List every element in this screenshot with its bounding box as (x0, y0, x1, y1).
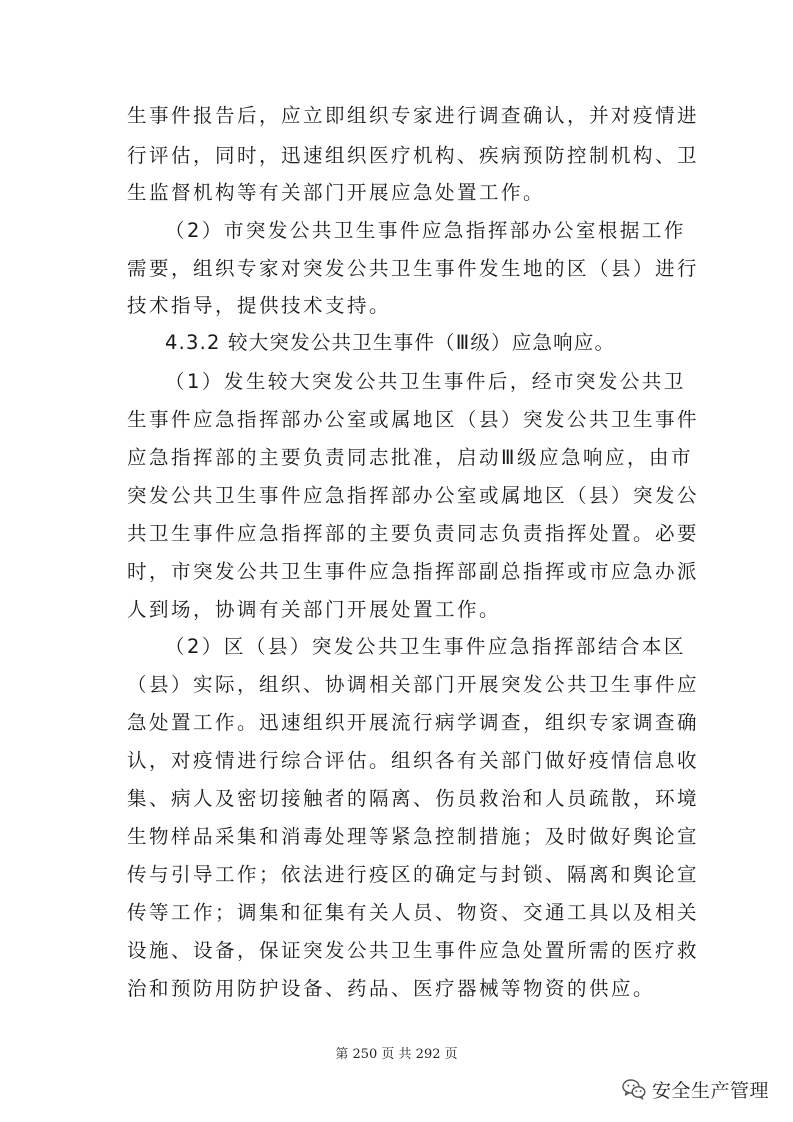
text-line-9: 生事件应急指挥部办公室或属地区（县）突发公共卫生事件 (127, 408, 700, 431)
text-line-13: 时，市突发公共卫生事件应急指挥部副总指挥或市应急办派 (127, 560, 700, 583)
text-line-5: 需要，组织专家对突发公共卫生事件发生地的区（县）进行 (127, 257, 700, 280)
text-line-18: 认，对疫情进行综合评估。组织各有关部门做好疫情信息收 (127, 749, 700, 772)
brand-name: 安全生产管理 (652, 1079, 770, 1102)
text-line-22: 传等工作；调集和征集有关人员、物资、交通工具以及相关 (127, 901, 700, 924)
text-line-16: （县）实际，组织、协调相关部门开展突发公共卫生事件应 (127, 673, 700, 696)
text-line-1: 生事件报告后，应立即组织专家进行调查确认，并对疫情进 (127, 104, 700, 127)
text-line-24: 治和预防用防护设备、药品、医疗器械等物资的供应。 (127, 977, 656, 1000)
text-line-10: 应急指挥部的主要负责同志批准，启动Ⅲ级应急响应，由市 (127, 446, 693, 469)
wechat-icon (622, 1078, 646, 1100)
text-line-14: 人到场，协调有关部门开展处置工作。 (127, 598, 502, 621)
text-line-19: 集、病人及密切接触者的隔离、伤员救治和人员疏散，环境 (127, 787, 700, 810)
text-line-8: （1）发生较大突发公共卫生事件后，经市突发公共卫 (165, 370, 686, 393)
brand-watermark (622, 1076, 769, 1102)
text-line-11: 突发公共卫生事件应急指挥部办公室或属地区（县）突发公 (127, 484, 700, 507)
text-line-21: 传与引导工作；依法进行疫区的确定与封锁、隔离和舆论宣 (127, 863, 700, 886)
text-line-17: 急处置工作。迅速组织开展流行病学调查，组织专家调查确 (127, 711, 700, 734)
text-line-15: （2）区（县）突发公共卫生事件应急指挥部结合本区 (165, 635, 686, 658)
page-number: 第 250 页 共 292 页 (335, 1047, 458, 1062)
section-heading: 4.3.2 较大突发公共卫生事件（Ⅲ级）应急响应。 (165, 331, 616, 354)
text-line-12: 共卫生事件应急指挥部的主要负责同志负责指挥处置。必要 (127, 522, 700, 545)
text-line-2: 行评估，同时，迅速组织医疗机构、疾病预防控制机构、卫 (127, 144, 700, 167)
text-line-4: （2）市突发公共卫生事件应急指挥部办公室根据工作 (165, 219, 686, 242)
text-line-20: 生物样品采集和消毒处理等紧急控制措施；及时做好舆论宣 (127, 825, 700, 848)
text-line-3: 生监督机构等有关部门开展应急处置工作。 (127, 181, 546, 204)
text-line-23: 设施、设备，保证突发公共卫生事件应急处置所需的医疗救 (127, 939, 700, 962)
text-line-6: 技术指导，提供技术支持。 (127, 294, 392, 317)
